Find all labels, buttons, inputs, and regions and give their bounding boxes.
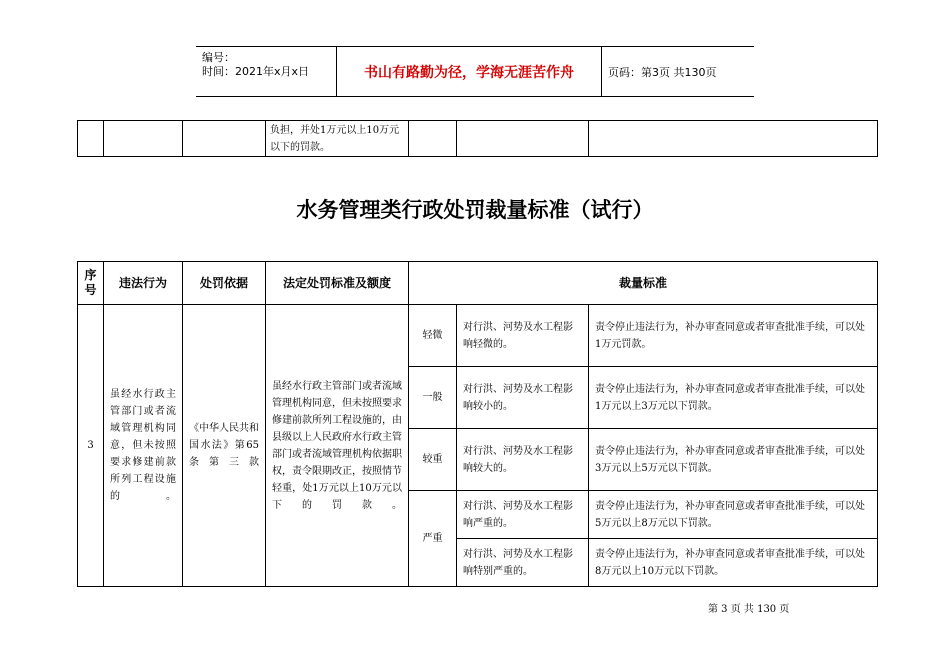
table-row	[78, 121, 878, 157]
continuation-text: 负担，并处1万元以上10万元以下的罚款。	[266, 121, 409, 157]
cell-penalty-4: 责令停止违法行为，补办审查同意或者审查批准手续，可以处5万元以上8万元以下罚款。	[589, 491, 878, 539]
cell-condition-2: 对行洪、河势及水工程影响较小的。	[457, 367, 589, 429]
header-seq: 序号	[78, 262, 104, 305]
number-label: 编号：	[202, 51, 235, 64]
header-standard: 法定处罚标准及额度	[266, 262, 409, 305]
table-header-row	[78, 262, 878, 305]
header-basis: 处罚依据	[183, 262, 266, 305]
header-discretion: 裁量标准	[409, 262, 878, 305]
penalty-table	[77, 261, 878, 587]
cell-level-2: 一般	[409, 367, 457, 429]
cell-penalty-1: 责令停止违法行为，补办审查同意或者审查批准手续，可以处1万元罚款。	[589, 305, 878, 367]
cell-seq: 3	[78, 305, 104, 587]
header-violation: 违法行为	[104, 262, 183, 305]
cell-violation: 虽经水行政主管部门或者流域管理机构同意，但未按照要求修建前款所列工程设施的。	[104, 305, 183, 587]
page-header	[196, 46, 754, 97]
cell-condition-5: 对行洪、河势及水工程影响特别严重的。	[457, 539, 589, 587]
header-meta	[202, 51, 340, 79]
cell-level-3: 较重	[409, 429, 457, 491]
cell-condition-3: 对行洪、河势及水工程影响较大的。	[457, 429, 589, 491]
cell-penalty-2: 责令停止违法行为，补办审查同意或者审查批准手续，可以处1万元以上3万元以下罚款。	[589, 367, 878, 429]
time-label: 时间：2021年x月x日	[202, 65, 310, 78]
page-footer: 第 3 页 共 130 页	[708, 604, 790, 615]
cell-penalty-3: 责令停止违法行为，补办审查同意或者审查批准手续，可以处3万元以上5万元以下罚款。	[589, 429, 878, 491]
cell-standard: 虽经水行政主管部门或者流域管理机构同意，但未按照要求修建前款所列工程设施的，由县级以上人民政府水行政主管部门或者流域管理机构依据职权，责令限期改正，按照情节轻重，处1万元以上10万元以下的罚款。	[266, 305, 409, 587]
header-motto: 书山有路勤为径，学海无涯苦作舟	[336, 47, 602, 96]
page-title: 水务管理类行政处罚裁量标准（试行）	[296, 198, 654, 222]
cell-condition-4: 对行洪、河势及水工程影响严重的。	[457, 491, 589, 539]
cell-level-1: 轻微	[409, 305, 457, 367]
header-page-label: 页码：第3页 共130页	[608, 65, 717, 79]
cell-condition-1: 对行洪、河势及水工程影响轻微的。	[457, 305, 589, 367]
continuation-table	[77, 120, 878, 157]
cell-level-4: 严重	[409, 491, 457, 587]
cell-basis: 《中华人民共和国水法》第65条第三款	[183, 305, 266, 587]
cell-penalty-5: 责令停止违法行为，补办审查同意或者审查批准手续，可以处8万元以上10万元以下罚款。	[589, 539, 878, 587]
table-row	[78, 305, 878, 367]
